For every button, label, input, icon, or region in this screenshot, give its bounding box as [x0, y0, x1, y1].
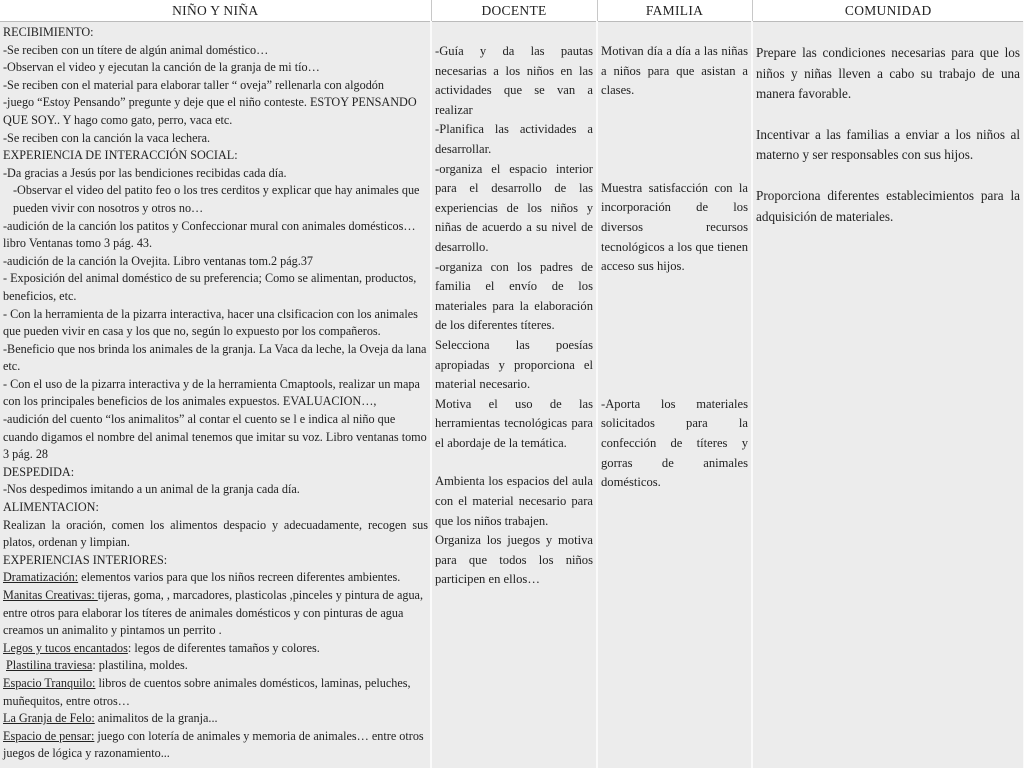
nino-line: -Observan el video y ejecutan la canción de la granja de mi tío…	[3, 60, 320, 75]
nino-text	[0, 22, 430, 763]
docente-paragraph: -Planifica las actividades a desarrollar.	[435, 122, 593, 156]
rincon-text: animalitos de la granja...	[94, 711, 218, 726]
rincon-item	[3, 640, 428, 658]
nino-line: -Se reciben con la canción la vaca lechera.	[3, 130, 211, 145]
rincon-name: La Granja de Felo:	[3, 711, 95, 726]
familia-paragraph: Motivan día a día a las niñas a niños para que asistan a clases.	[601, 44, 748, 98]
comunidad-text	[753, 22, 1023, 227]
nino-line: -audición de la canción los patitos y Confeccionar mural con animales domésticos… libro Ventanas tomo 3 pág. 43.	[3, 218, 416, 251]
spacer	[598, 277, 751, 395]
spacer	[598, 101, 751, 179]
rincon-name: Legos y tucos encantados	[3, 640, 128, 655]
docente-paragraph: Selecciona las poesías apropiadas y proporciona el material necesario.	[435, 337, 593, 392]
nino-line: Realizan la oración, comen los alimentos despacio y adecuadamente, recogen sus platos, ordenan y limpian.	[3, 517, 428, 550]
nino-line: -audición del cuento “los animalitos” al contar el cuento se l e indica al niño que cuando digamos el nombre del animal tenemos que imitar su voz. Libro ventanas tomo 3 pág. 28	[3, 412, 427, 462]
nino-line: -juego “Estoy Pensando” pregunte y deje que el niño conteste. ESTOY PENSANDO QUE SOY.. Y hago como gato, perro, vaca etc.	[3, 95, 417, 127]
nino-line: - Con el uso de la pizarra interactiva y de la herramienta Cmaptools, realizar un mapa con los principales beneficios de los animales expuestos. EVALUACION…,	[3, 376, 420, 409]
rincon-name: Dramatización:	[3, 570, 79, 585]
comunidad-paragraph: Prepare las condiciones necesarias para que los niños y niñas lleven a cabo su trabajo de una manera favorable.	[756, 45, 1020, 102]
nino-line: -Nos despedimos imitando a un animal de la granja cada día.	[3, 482, 300, 497]
docente-paragraph: Motiva el uso de las herramientas tecnológicas para el abordaje de la temática.	[435, 396, 593, 450]
nino-line: -Beneficio que nos brinda los animales de la granja. La Vaca da leche, la Oveja da lana etc.	[3, 341, 427, 374]
comunidad-paragraph: Incentivar a las familias a enviar a los niños al materno y ser responsables con sus hijos.	[756, 126, 1020, 163]
rincon-item	[3, 657, 428, 675]
docente-paragraph: Organiza los juegos y motiva para que todos los niños participen en ellos…	[435, 533, 593, 587]
rincon-name: Plastilina traviesa	[6, 658, 93, 673]
nino-column	[0, 22, 431, 768]
nino-line: - Con la herramienta de la pizarra interactiva, hacer una clsificacion con los animales que pueden vivir en casa y los que no, según lo expuesto por los compañeros.	[3, 306, 418, 339]
nino-line: - Exposición del animal doméstico de su preferencia; Como se alimentan, productos, beneficios, etc.	[3, 271, 417, 303]
nino-line: -Observar el video del patito feo o los tres cerditos y explicar que hay animales que pueden vivir con nosotros y otros no…	[13, 183, 420, 215]
nino-line: -audición de la canción la Ovejita. Libro ventanas tom.2 pág.37	[3, 253, 314, 268]
comunidad-column	[752, 22, 1024, 768]
docente-paragraph: -organiza el espacio interior para el desarrollo de las experiencias de los niños y niñas de acuerdo a su nivel de desarrollo.	[435, 161, 593, 254]
rincon-item	[3, 675, 428, 710]
header-familia: FAMILIA	[597, 0, 752, 22]
header-comunidad: COMUNIDAD	[752, 0, 1024, 22]
nino-section-heading: EXPERIENCIAS INTERIORES:	[3, 552, 168, 567]
rincon-name: Espacio Tranquilo:	[3, 675, 96, 690]
familia-column	[597, 22, 752, 768]
rincon-item	[3, 569, 428, 587]
nino-section-heading: ALIMENTACION:	[3, 500, 99, 515]
rincon-name: Espacio de pensar:	[3, 728, 95, 743]
nino-section-heading: EXPERIENCIA DE INTERACCIÓN SOCIAL:	[3, 148, 238, 163]
nino-line: -Se reciben con el material para elaborar taller “ oveja” rellenarla con algodón	[3, 77, 384, 92]
docente-column	[431, 22, 597, 768]
header-docente: DOCENTE	[431, 0, 597, 22]
nino-line: -Se reciben con un títere de algún animal doméstico…	[3, 42, 269, 57]
rincon-item	[3, 587, 428, 640]
header-nino: NIÑO Y NIÑA	[0, 0, 431, 22]
docente-paragraph: -Guía y da las pautas necesarias a los niños en las actividades que se van a realizar	[435, 44, 593, 117]
docente-paragraph: -organiza con los padres de familia el envío de los materiales para la elaboración de los diferentes títeres.	[435, 259, 593, 333]
rincon-item	[3, 710, 428, 728]
nino-line: RECIBIMIENTO:	[3, 25, 94, 39]
rincon-text: juego con lotería de animales y memoria de animales… entre otros juegos de lógica y razonamiento...	[3, 728, 424, 761]
content-row	[0, 22, 1024, 768]
familia-text	[598, 22, 751, 493]
header-row	[0, 0, 1024, 22]
spacer	[435, 453, 593, 472]
spacer	[753, 105, 1023, 125]
rincon-text: : legos de diferentes tamaños y colores.	[127, 640, 320, 655]
nino-section-heading: DESPEDIDA:	[3, 464, 75, 479]
comunidad-paragraph: Proporciona diferentes establecimientos para la adquisición de materiales.	[756, 187, 1020, 224]
rincon-text: : plastilina, moldes.	[92, 658, 188, 673]
rincon-name: Manitas Creativas:	[3, 588, 98, 602]
familia-paragraph: -Aporta los materiales solicitados para la confección de títeres y gorras de animales domésticos.	[601, 396, 748, 490]
rincon-text: elementos varios para que los niños recreen diferentes ambientes.	[78, 570, 401, 585]
rincon-text: libros de cuentos sobre animales domésticos, laminas, peluches, muñequitos, entre otros…	[3, 675, 411, 708]
rincon-text: tijeras, goma, , marcadores, plasticolas ,pinceles y pintura de agua, entre otros para elaborar los títeres de animales domésticos y con pinturas de agua creamos un animalito y pintamos un perrito .	[3, 588, 424, 638]
familia-paragraph: Muestra satisfacción con la incorporación de los diversos recursos tecnológicos a los que tienen acceso sus hijos.	[601, 180, 748, 274]
rincon-item	[3, 728, 428, 763]
spacer	[753, 166, 1023, 186]
docente-text	[432, 22, 596, 590]
docente-paragraph: Ambienta los espacios del aula con el material necesario para que los niños trabajen.	[435, 474, 593, 528]
nino-line: -Da gracias a Jesús por las bendiciones recibidas cada día.	[3, 165, 287, 180]
